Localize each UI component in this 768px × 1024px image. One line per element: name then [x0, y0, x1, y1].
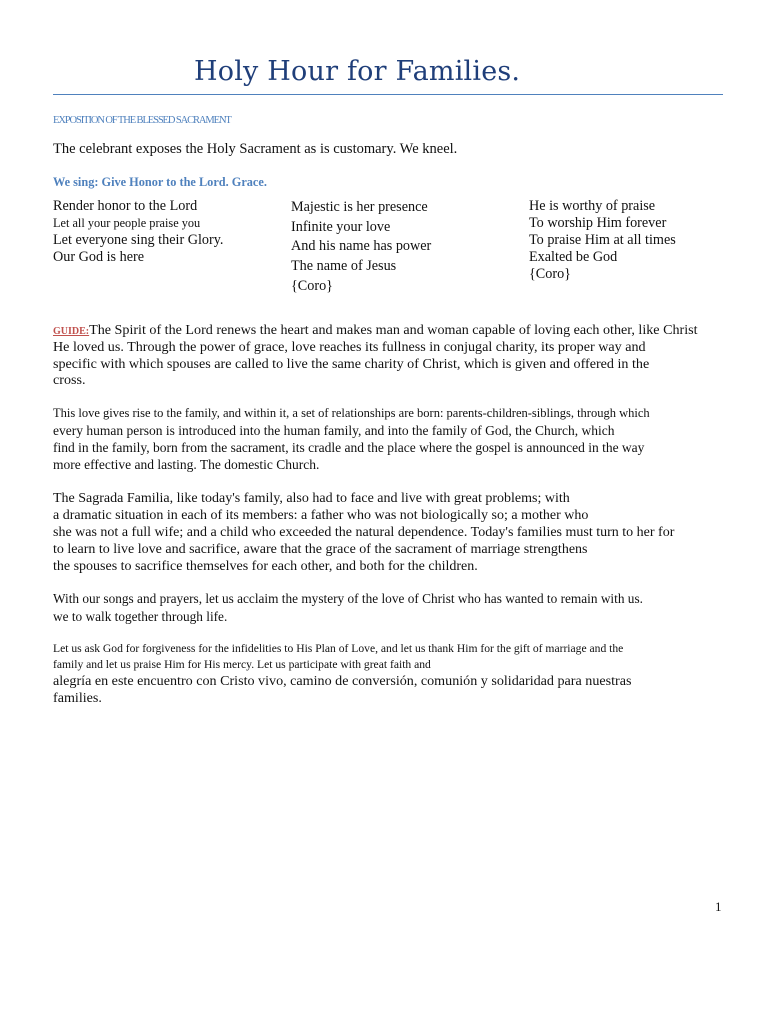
song-line: {Coro}	[529, 266, 571, 282]
song-line: The name of Jesus	[291, 258, 397, 275]
song-column-3	[529, 198, 676, 283]
guide-label: GUIDE:	[53, 326, 90, 337]
paragraph-line	[53, 322, 733, 339]
paragraph-line: find in the family, born from the sacrament, its cradle and the place where the gospel is announced in the way	[53, 440, 645, 455]
song-line: And his name has power	[291, 238, 432, 255]
paragraph-line: specific with which spouses are called to live the same charity of Christ, which is given and offered in the	[53, 355, 650, 372]
acclaim-paragraph	[53, 590, 733, 625]
page-number: 1	[715, 899, 722, 914]
intro-text: The celebrant exposes the Holy Sacrament as is customary. We kneel.	[53, 141, 458, 157]
section-heading: EXPOSITION OF THE BLESSED SACRAMENT	[53, 115, 231, 126]
song-column-2	[291, 198, 431, 296]
paragraph-line: to learn to live love and sacrifice, aware that the grace of the sacrament of marriage strengthens	[53, 542, 588, 557]
song-line: Our God is here	[53, 249, 145, 265]
paragraph-line: a dramatic situation in each of its members: a father who was not biologically so; a mother who	[53, 508, 589, 523]
forgiveness-paragraph	[53, 641, 733, 707]
paragraph-line: she was not a full wife; and a child who exceeded the natural dependence. Today's families must turn to her for	[53, 525, 675, 540]
song-line: {Coro}	[291, 277, 333, 294]
paragraph-line: The Sagrada Familia, like today's family, also had to face and live with great problems; with	[53, 491, 570, 506]
paragraph-line: family and let us praise Him for His mercy. Let us participate with great faith and	[53, 658, 431, 671]
paragraph-line: more effective and lasting. The domestic Church.	[53, 457, 320, 472]
guide-paragraph	[53, 322, 733, 389]
paragraph-line: cross.	[53, 372, 86, 389]
song-line: Exalted be God	[529, 249, 618, 265]
song-line: Let all your people praise you	[53, 216, 201, 230]
song-column-1	[53, 198, 223, 266]
song-heading: We sing: Give Honor to the Lord. Grace.	[53, 175, 267, 189]
song-line: He is worthy of praise	[529, 198, 656, 214]
paragraph-line: we to walk together through life.	[53, 608, 228, 624]
paragraph-line: alegría en este encuentro con Cristo vivo, camino de conversión, comunión y solidaridad para nuestras	[53, 673, 632, 689]
paragraph-line: He loved us. Through the power of grace, love reaches its fullness in conjugal charity, its proper way and	[53, 338, 646, 355]
song-line: Let everyone sing their Glory.	[53, 232, 224, 248]
song-line: Majestic is her presence	[291, 199, 428, 215]
paragraph-line: Let us ask God for forgiveness for the infidelities to His Plan of Love, and let us thank Him for the gift of marriage and the	[53, 642, 624, 655]
song-line: Infinite your love	[291, 218, 391, 235]
song-line: Render honor to the Lord	[53, 198, 198, 214]
song-line: To worship Him forever	[529, 215, 667, 231]
page-title: Holy Hour for Families.	[194, 56, 521, 87]
paragraph-text: The Spirit of the Lord renews the heart and makes man and woman capable of loving each other, like Christ	[89, 322, 698, 338]
family-paragraph	[53, 405, 733, 473]
paragraph-line: the spouses to sacrifice themselves for each other, and both for the children.	[53, 559, 478, 574]
paragraph-line: every human person is introduced into the human family, and into the family of God, the Church, which	[53, 423, 615, 438]
title-underline-rule	[53, 94, 723, 95]
paragraph-line: This love gives rise to the family, and within it, a set of relationships are born: parents-children-siblings, through which	[53, 406, 650, 420]
holy-family-paragraph	[53, 490, 733, 575]
paragraph-line: families.	[53, 690, 102, 706]
song-line: To praise Him at all times	[529, 232, 676, 248]
paragraph-line: With our songs and prayers, let us acclaim the mystery of the love of Christ who has wanted to remain with us.	[53, 591, 643, 606]
